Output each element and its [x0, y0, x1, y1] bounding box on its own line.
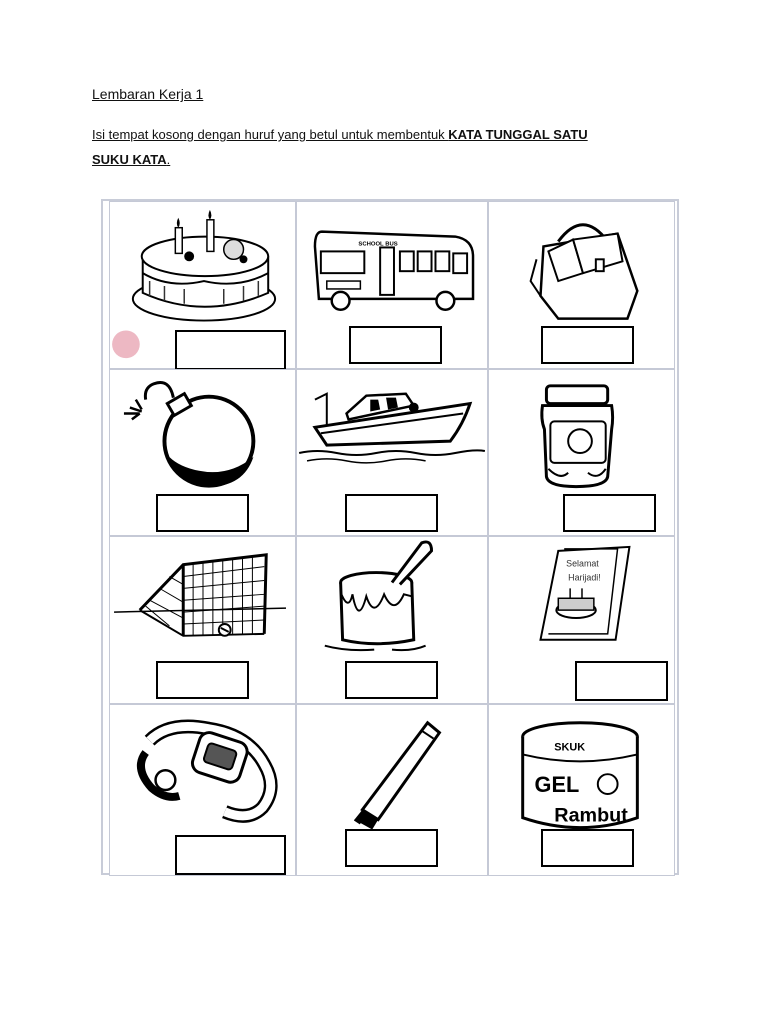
cell-bus [296, 201, 488, 369]
answer-box[interactable] [345, 829, 438, 867]
cell-cake [109, 201, 296, 369]
instruction-bold-2: SUKU KATA [92, 152, 167, 167]
answer-box[interactable] [156, 661, 249, 699]
stain-mark [112, 330, 140, 358]
cell-boat [296, 369, 488, 536]
answer-box[interactable] [156, 494, 249, 532]
instruction-text [92, 122, 692, 172]
answer-box[interactable] [563, 494, 656, 532]
card-text-1: Selamat [566, 558, 599, 569]
gel-label-2: Rambut [554, 804, 628, 827]
cell-jam [488, 369, 675, 536]
cell-card [488, 536, 675, 704]
answer-box[interactable] [175, 330, 286, 370]
cell-gel [488, 704, 675, 876]
cell-backpack [488, 201, 675, 369]
cell-glue [296, 704, 488, 876]
answer-box[interactable] [345, 661, 438, 699]
answer-box[interactable] [541, 326, 634, 364]
answer-box[interactable] [349, 326, 442, 364]
gel-label-1: GEL [534, 771, 580, 797]
instruction-bold-1: KATA TUNGGAL SATU [448, 127, 588, 142]
card-text-2: Harijadi! [568, 572, 601, 583]
gel-brand: SKUK [554, 741, 586, 754]
cell-goal [109, 536, 296, 704]
answer-box[interactable] [345, 494, 438, 532]
answer-box[interactable] [575, 661, 668, 701]
instruction-prefix: Isi tempat kosong dengan huruf yang betul untuk membentuk [92, 127, 449, 142]
cell-bomb [109, 369, 296, 536]
cell-watch [109, 704, 296, 876]
answer-box[interactable] [541, 829, 634, 867]
picture-grid [101, 199, 679, 875]
bus-label: SCHOOL BUS [358, 241, 398, 248]
answer-box[interactable] [175, 835, 286, 875]
cell-paint [296, 536, 488, 704]
worksheet-title: Lembaran Kerja 1 [92, 86, 204, 102]
instruction-suffix: . [166, 152, 171, 167]
